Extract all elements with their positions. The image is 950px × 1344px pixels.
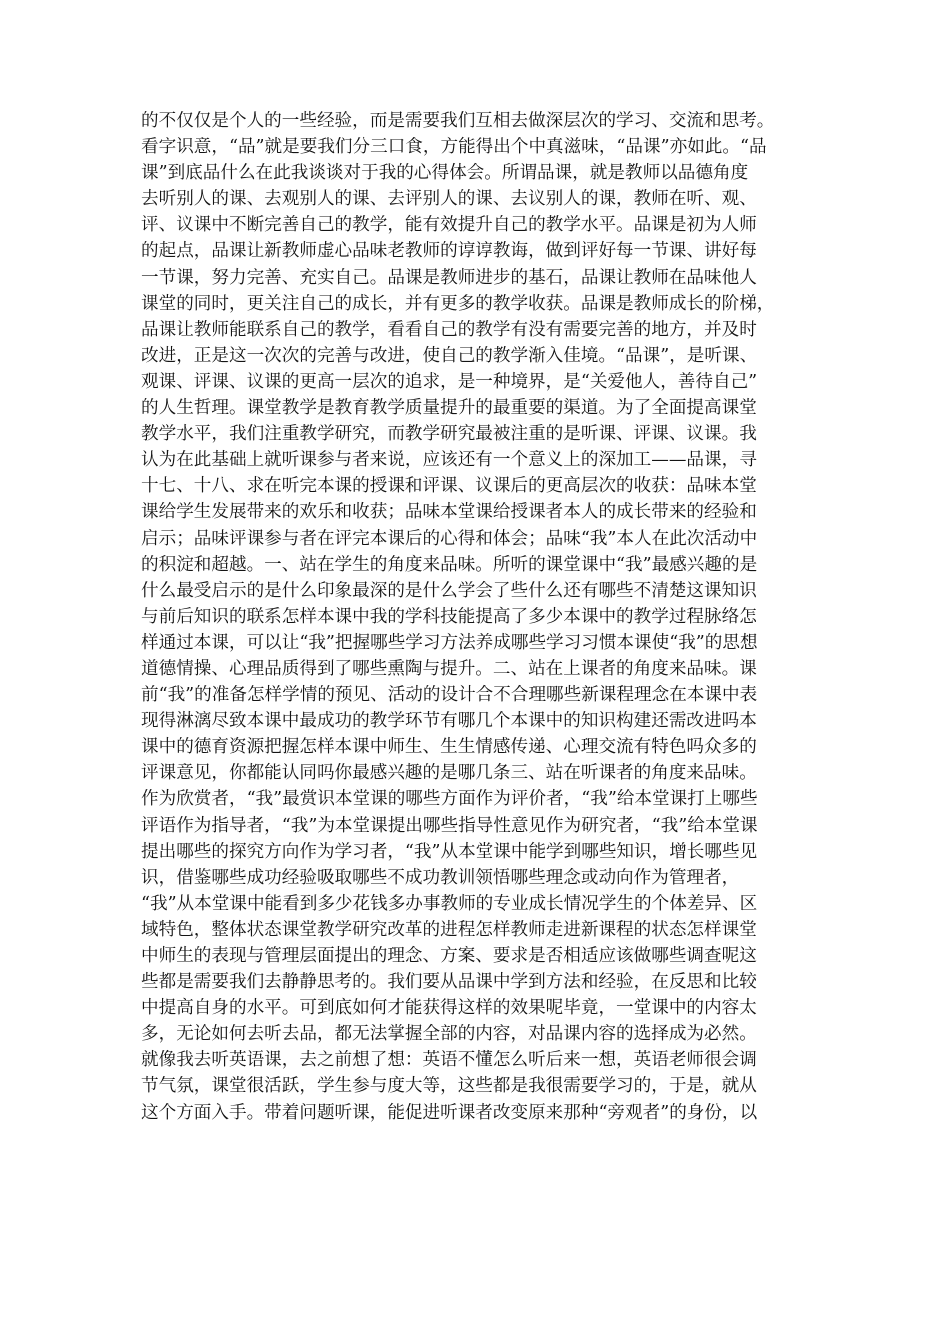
text-line: 教学水平，我们注重教学研究，而教学研究最被注重的是听课、评课、议课。我: [141, 424, 757, 445]
text-line: 识，借鉴哪些成功经验吸取哪些不成功教训领悟哪些理念或动向作为管理者，: [141, 867, 740, 888]
text-line: 域特色，整体状态课堂教学研究改革的进程怎样教师走进新课程的状态怎样课堂: [141, 919, 757, 940]
text-line: 的积淀和超越。一、站在学生的角度来品味。所听的课堂课中“我”最感兴趣的是: [141, 554, 758, 575]
body-text: [141, 108, 821, 1126]
text-line: 现得淋漓尽致本课中最成功的教学环节有哪几个本课中的知识构建还需改进吗本: [141, 711, 757, 732]
text-line: 什么最受启示的是什么印象最深的是什么学会了些什么还有哪些不清楚这课知识: [141, 580, 757, 601]
text-line: 的不仅仅是个人的一些经验，而是需要我们互相去做深层次的学习、交流和思考。: [141, 111, 775, 131]
text-line: 评、议课中不断完善自己的教学，能有效提升自己的教学水平。品课是初为人师: [141, 215, 757, 236]
text-line: 课堂的同时，更关注自己的成长，并有更多的教学收获。品课是教师成长的阶梯，: [141, 293, 775, 314]
text-line: 观课、评课、议课的更高一层次的追求，是一种境界，是“关爱他人，善待自己”: [141, 371, 758, 392]
text-line: 这个方面入手。带着问题听课，能促进听课者改变原来那种“旁观者”的身份，以: [141, 1102, 758, 1123]
text-line: 一节课，努力完善、充实自己。品课是教师进步的基石，品课让教师在品味他人: [141, 267, 757, 288]
text-line: 十七、十八、求在听完本课的授课和评课、议课后的更高层次的收获：品味本堂: [141, 476, 757, 497]
text-line: 评课意见，你都能认同吗你最感兴趣的是哪几条三、站在听课者的角度来品味。: [141, 763, 757, 784]
text-line: 课”到底品什么在此我谈谈对于我的心得体会。所谓品课，就是教师以品德角度: [141, 163, 749, 184]
text-line: 道德情操、心理品质得到了哪些熏陶与提升。二、站在上课者的角度来品味。课: [141, 658, 757, 679]
text-line: 认为在此基础上就听课参与者来说，应该还有一个意义上的深加工——品课，寻: [141, 450, 757, 471]
text-line: 中提高自身的水平。可到底如何才能获得这样的效果呢毕竟，一堂课中的内容太: [141, 998, 757, 1019]
text-line: 作为欣赏者，“我”最赏识本堂课的哪些方面作为评价者，“我”给本堂课打上哪些: [141, 789, 758, 810]
text-line: 样通过本课，可以让“我”把握哪些学习方法养成哪些学习习惯本课使“我”的思想: [141, 632, 758, 653]
text-line: 启示；品味评课参与者在评完本课后的心得和体会；品味“我”本人在此次活动中: [141, 528, 758, 549]
text-line: 课中的德育资源把握怎样本课中师生、生生情感传递、心理交流有特色吗众多的: [141, 737, 757, 758]
text-line: 评语作为指导者，“我”为本堂课提出哪些指导性意见作为研究者，“我”给本堂课: [141, 815, 758, 836]
text-line: 些都是需要我们去静静思考的。我们要从品课中学到方法和经验，在反思和比较: [141, 972, 757, 993]
text-line: 中师生的表现与管理层面提出的理念、方案、要求是否相适应该做哪些调查呢这: [141, 946, 757, 966]
text-line: 节气氛，课堂很活跃，学生参与度大等，这些都是我很需要学习的，于是，就从: [141, 1076, 757, 1097]
text-line: 的人生哲理。课堂教学是教育教学质量提升的最重要的渠道。为了全面提高课堂: [141, 398, 757, 419]
text-line: “我”从本堂课中能看到多少花钱多办事教师的专业成长情况学生的个体差异、区: [141, 893, 758, 914]
text-line: 与前后知识的联系怎样本课中我的学科技能提高了多少本课中的教学过程脉络怎: [141, 606, 757, 627]
text-line: 就像我去听英语课，去之前想了想：英语不懂怎么听后来一想，英语老师很会调: [141, 1050, 757, 1071]
text-line: 提出哪些的探究方向作为学习者，“我”从本堂课中能学到哪些知识，增长哪些见: [141, 841, 758, 862]
text-line: 改进，正是这一次次的完善与改进，使自己的教学渐入佳境。“品课”，是听课、: [141, 345, 758, 366]
text-line: 课给学生发展带来的欢乐和收获；品味本堂课给授课者本人的成长带来的经验和: [141, 502, 757, 523]
text-line: 的起点，品课让新教师虚心品味老教师的谆谆教诲，做到评好每一节课、讲好每: [141, 241, 757, 262]
text-line: 去听别人的课、去观别人的课、去评别人的课、去议别人的课，教师在听、观、: [141, 189, 757, 210]
text-line: 前“我”的准备怎样学情的预见、活动的设计合不合理哪些新课程理念在本课中表: [141, 685, 758, 706]
text-line: 看字识意，“品”就是要我们分三口食，方能得出个中真滋味，“品课”亦如此。“品: [141, 137, 767, 158]
text-line: 品课让教师能联系自己的教学，看看自己的教学有没有需要完善的地方，并及时: [141, 319, 757, 340]
text-line: 多，无论如何去听去品，都无法掌握全部的内容，对品课内容的选择成为必然。: [141, 1024, 757, 1045]
